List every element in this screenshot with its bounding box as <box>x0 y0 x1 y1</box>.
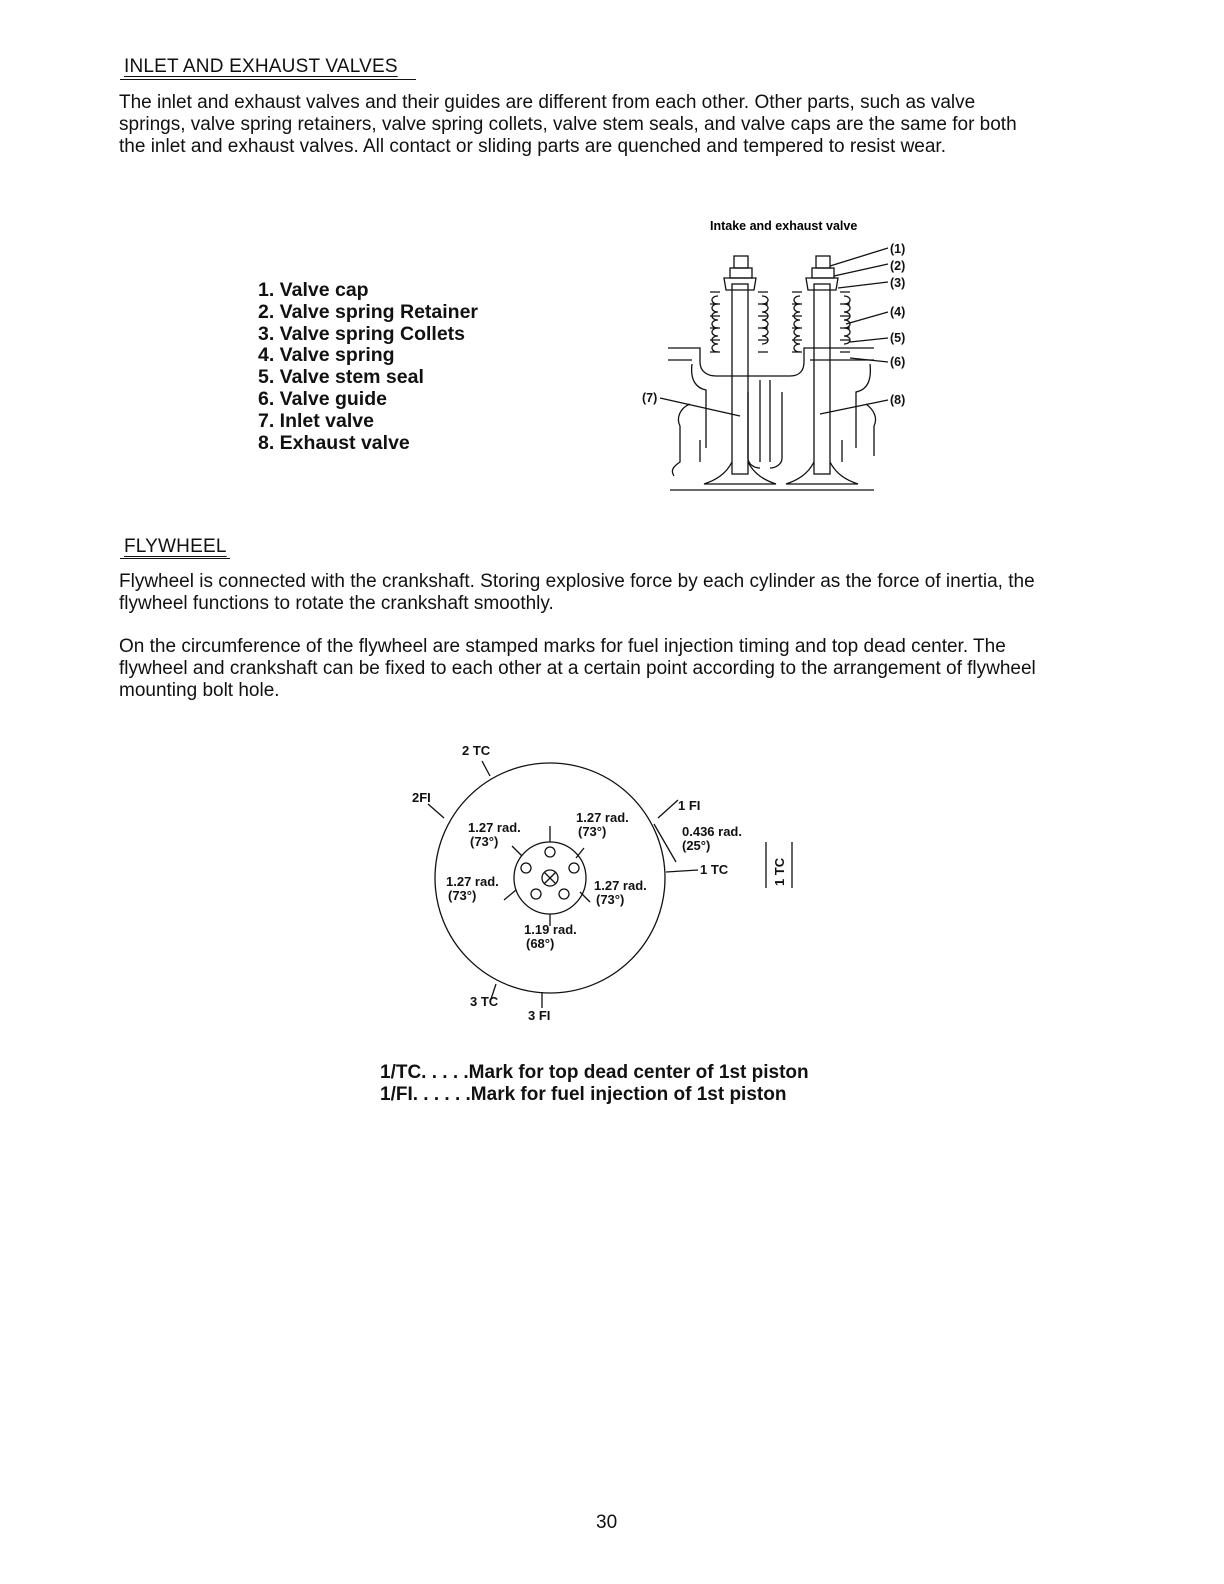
angle-label: 1.27 rad. <box>468 820 521 835</box>
callout-1: (1) <box>890 242 906 256</box>
angle-label: 1.27 rad. <box>576 810 629 825</box>
flywheel-diagram <box>400 738 800 1028</box>
mark-3fi: 3 FI <box>528 1008 551 1023</box>
list-item: 1. Valve cap <box>258 279 369 301</box>
angle-label: (25°) <box>682 838 711 853</box>
angle-label: (73°) <box>596 892 625 907</box>
mark-1tc: 1 TC <box>700 862 729 877</box>
angle-label: 1.27 rad. <box>446 874 499 889</box>
list-item: 3. Valve spring Collets <box>258 322 465 345</box>
callout-7: (7) <box>642 391 658 405</box>
flywheel-heading: FLYWHEEL <box>124 536 227 557</box>
mark-3tc: 3 TC <box>470 994 499 1009</box>
angle-label: (73°) <box>448 888 477 903</box>
stamp-label: 1 TC <box>772 857 787 886</box>
flywheel-paragraph-1: Flywheel is connected with the crankshaft. Storing explosive force by each cylinder as the force of inertia, the flywheel functions to rotate the crankshaft smoothly. <box>119 571 1035 614</box>
callout-4: (4) <box>890 305 906 319</box>
list-item: 6. Valve guide <box>258 387 387 410</box>
mark-2tc: 2 TC <box>462 743 491 758</box>
angle-label: (73°) <box>578 824 607 839</box>
angle-label: 1.27 rad. <box>594 878 647 893</box>
mark-2fi: 2FI <box>412 790 431 805</box>
valve-figure-title: Intake and exhaust valve <box>710 219 858 233</box>
angle-label: (68°) <box>526 936 555 951</box>
list-item: 4. Valve spring <box>258 344 395 367</box>
heading-rule <box>120 558 230 559</box>
flywheel-paragraph-2: On the circumference of the flywheel are stamped marks for fuel injection timing and top dead center. The flywheel and crankshaft can be fixed to each other at a certain point according to the arrangement of flywheel mounting bolt hole. <box>119 636 1036 701</box>
callout-3: (3) <box>890 276 906 290</box>
callout-8: (8) <box>890 393 906 407</box>
page-number: 30 <box>596 1512 618 1533</box>
list-item: 5. Valve stem seal <box>258 366 424 389</box>
legend-item: 1/FI. . . . . .Mark for fuel injection of 1st piston <box>380 1084 787 1105</box>
flywheel-legend <box>380 1062 809 1106</box>
angle-label: 1.19 rad. <box>524 922 577 937</box>
angle-label: (73°) <box>470 834 499 849</box>
valves-paragraph: The inlet and exhaust valves and their guides are different from each other. Other parts, such as valve springs, valve spring retainers, valve spring collets, valve stem seals, and valve caps are the same for both the inlet and exhaust valves. All contact or sliding parts are quenched and tempered to resist wear. <box>119 92 1017 157</box>
callout-5: (5) <box>890 331 906 345</box>
heading-rule <box>120 79 416 80</box>
valve-diagram <box>630 212 930 497</box>
list-item: 2. Valve spring Retainer <box>258 300 479 323</box>
angle-label: 0.436 rad. <box>682 824 742 839</box>
legend-item: 1/TC. . . . .Mark for top dead center of 1st piston <box>380 1062 809 1083</box>
list-item: 7. Inlet valve <box>258 409 374 432</box>
valves-heading: INLET AND EXHAUST VALVES <box>124 56 398 77</box>
callout-6: (6) <box>890 355 906 369</box>
callout-2: (2) <box>890 259 906 273</box>
list-item: 8. Exhaust valve <box>258 431 410 454</box>
valve-parts-list <box>258 280 478 454</box>
mark-1fi: 1 FI <box>678 798 701 813</box>
